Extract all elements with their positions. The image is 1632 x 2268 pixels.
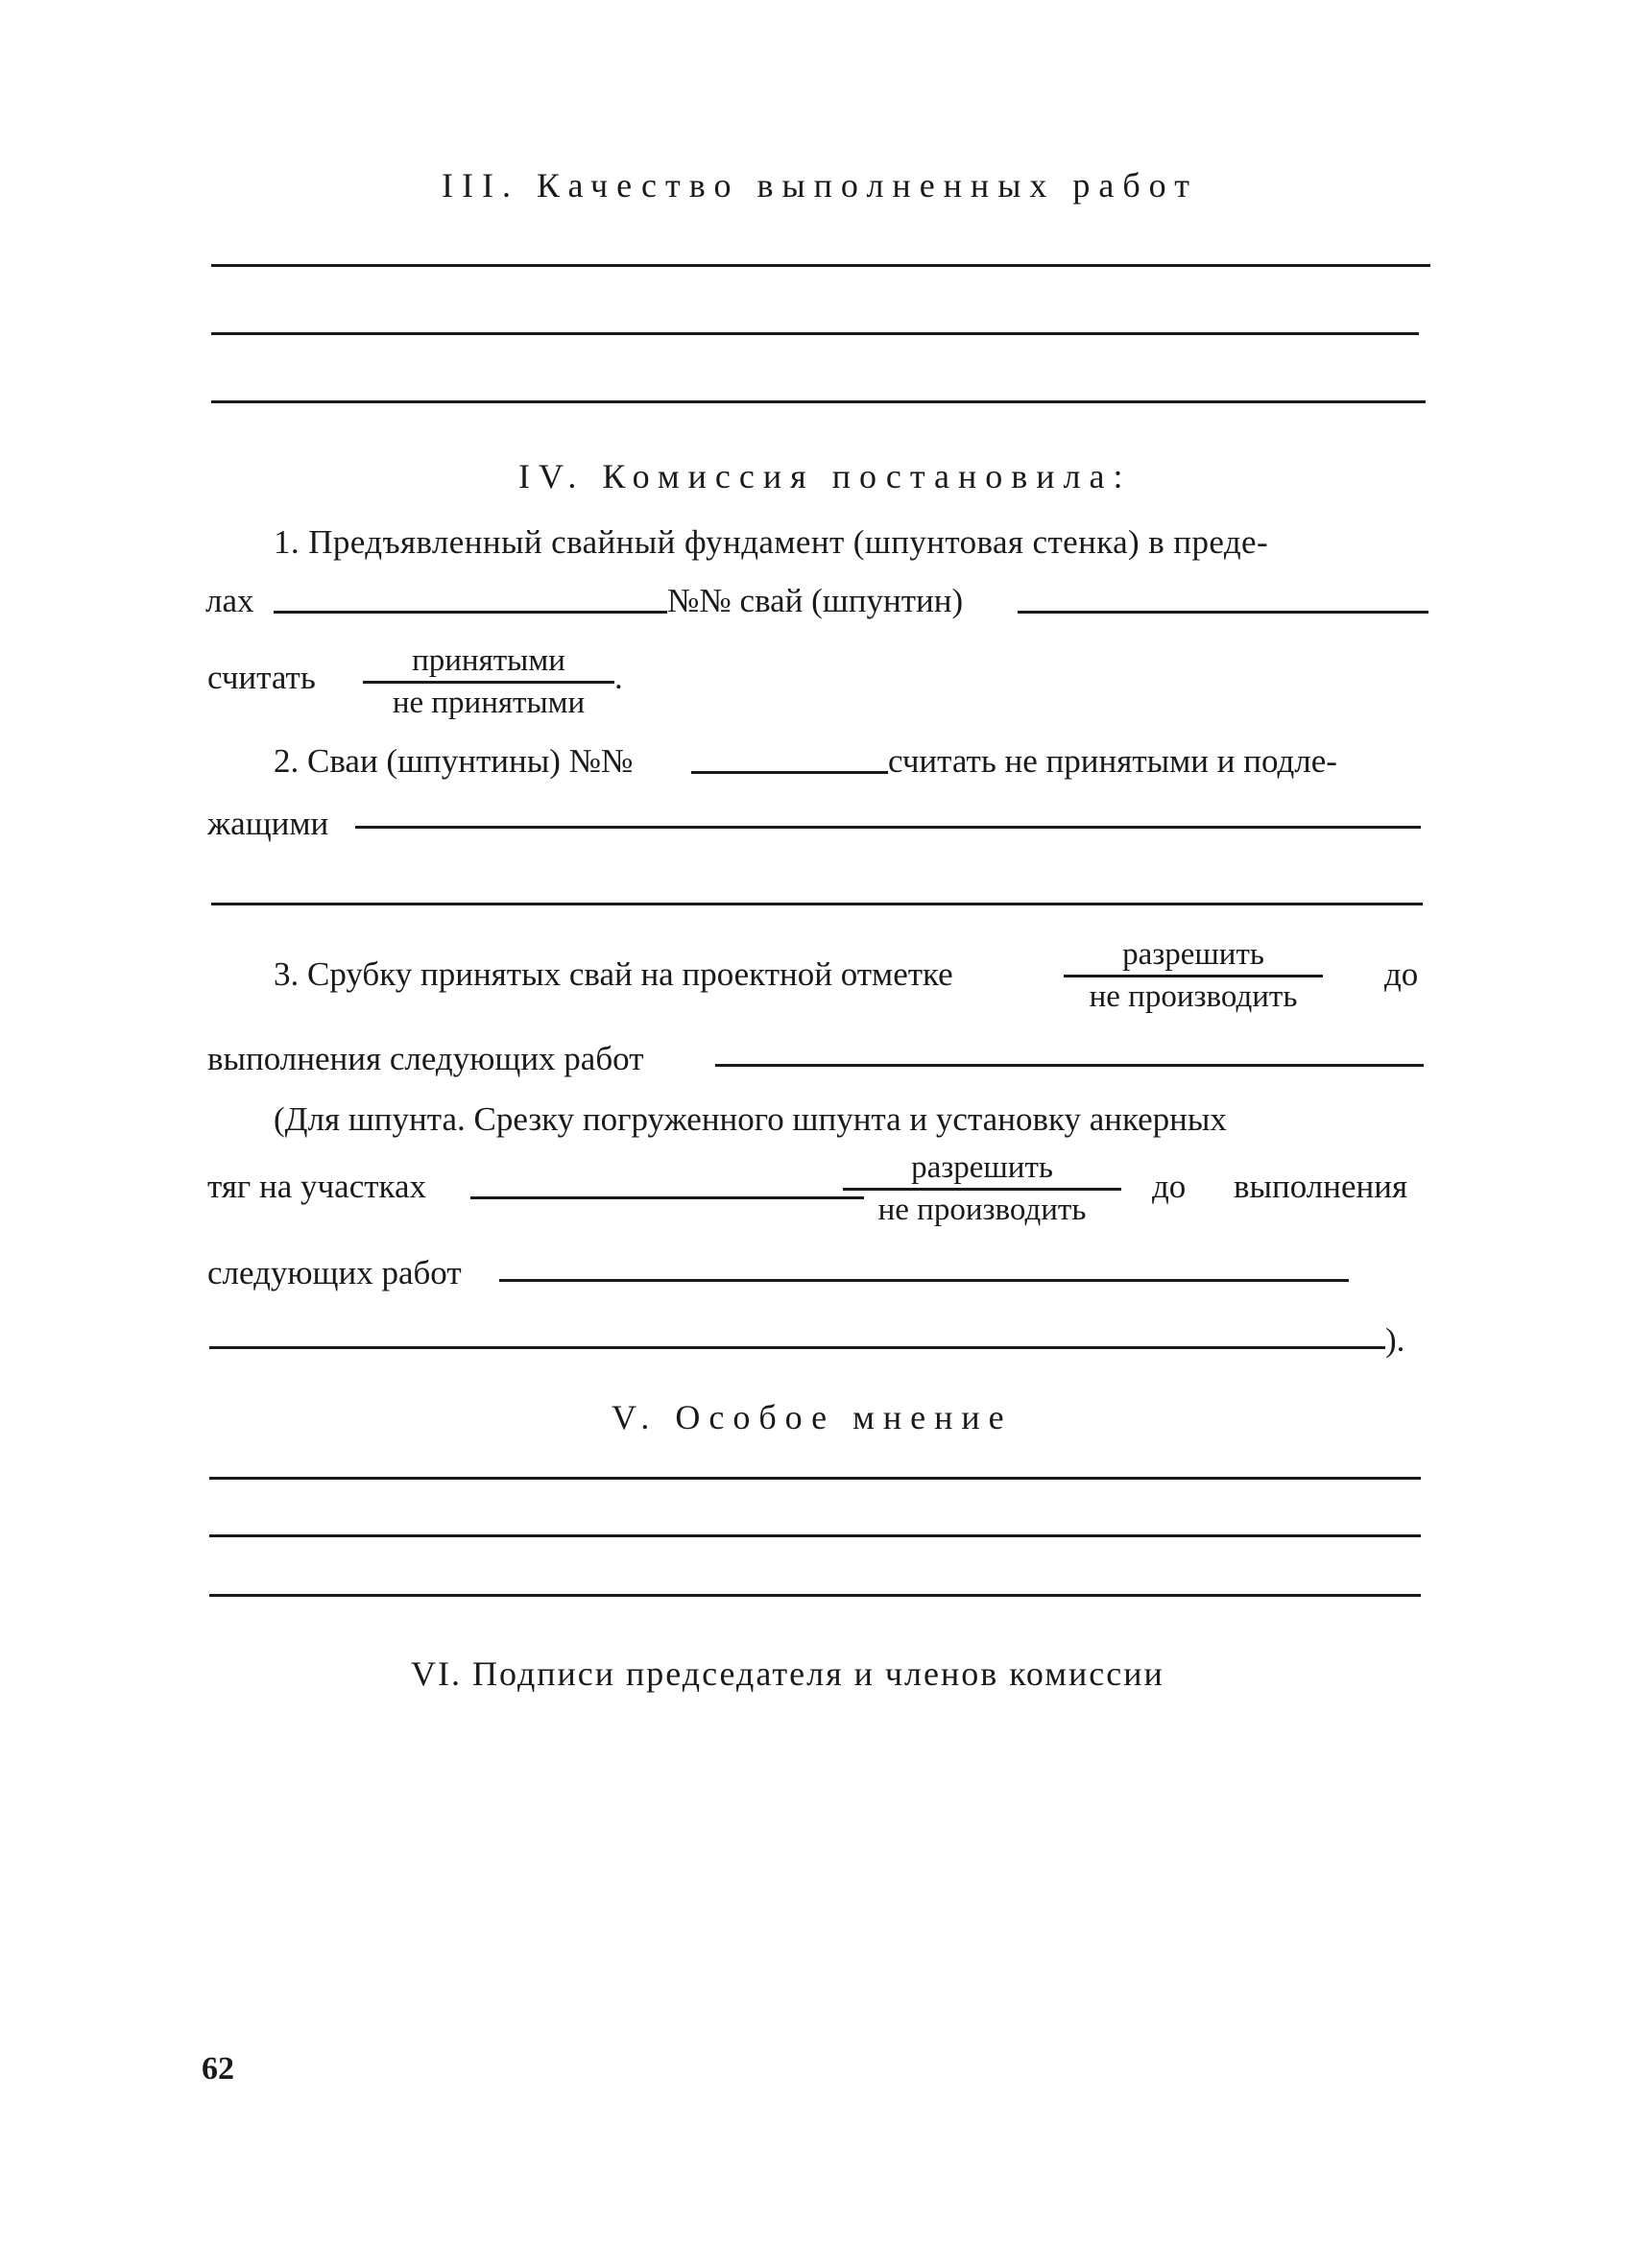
item-3-until: до: [1384, 955, 1419, 993]
sheet-pile-line1: (Для шпунта. Срезку погруженного шпунта и установку анкерных: [274, 1100, 1227, 1138]
item-1-mid: №№ свай (шпунтин): [667, 582, 964, 619]
sheet-pile-line3: следующих работ: [207, 1254, 462, 1291]
fraction-numerator: принятыми: [412, 643, 565, 678]
item-3-line2: выполнения следующих работ: [207, 1040, 644, 1077]
fraction-numerator: разрешить: [911, 1150, 1053, 1185]
blank-line: [211, 332, 1419, 335]
sheet-pile-exec: выполнения: [1234, 1168, 1408, 1205]
item-1-prefix: лах: [205, 582, 254, 619]
blank-line: [211, 903, 1423, 905]
item-2-line2: жащими: [207, 805, 329, 842]
blank-line: [209, 1594, 1421, 1597]
item-1-consider: считать: [207, 659, 316, 696]
fraction-numerator: разрешить: [1122, 937, 1264, 972]
item-1-text: 1. Предъявленный свайный фундамент (шпунтовая стенка) в преде-: [274, 523, 1269, 561]
section-3-title: III. Качество выполненных работ: [442, 166, 1198, 205]
fraction-denominator: не принятыми: [392, 686, 586, 720]
works-field: [715, 1064, 1424, 1067]
cutting-fraction: [1064, 939, 1323, 1013]
piles-numbers-field: [1018, 611, 1428, 614]
section-5-title: V. Особое мнение: [612, 1398, 1013, 1436]
page-number: 62: [202, 2051, 234, 2087]
item-3-text: 3. Срубку принятых свай на проектной отметке: [274, 955, 953, 993]
blank-line: [211, 400, 1426, 403]
fraction-denominator: не производить: [1089, 979, 1298, 1014]
item-2-end: считать не принятыми и подле-: [888, 742, 1337, 780]
blank-line: [209, 1534, 1421, 1537]
item-2-start: 2. Сваи (шпунтины) №№: [274, 742, 634, 780]
piles-range-field: [274, 611, 667, 614]
piles-field: [691, 771, 888, 774]
item-1-dot: .: [614, 659, 623, 696]
sheet-pile-close: ).: [1385, 1321, 1405, 1359]
blank-line: [211, 264, 1430, 267]
blank-line: [209, 1477, 1421, 1480]
accepted-fraction: [363, 645, 614, 719]
sections-field: [470, 1196, 864, 1199]
sheet-pile-fraction: [843, 1152, 1121, 1226]
blank-line: [355, 826, 1421, 829]
sheet-pile-until: до: [1152, 1168, 1187, 1205]
works-field: [499, 1279, 1349, 1282]
section-6-title: VI. Подписи председателя и членов комиссии: [411, 1654, 1164, 1693]
section-4-title: IV. Комиссия постановила:: [518, 457, 1132, 495]
blank-line: [209, 1346, 1385, 1349]
fraction-denominator: не производить: [877, 1193, 1087, 1227]
sheet-pile-prefix: тяг на участках: [207, 1168, 427, 1205]
